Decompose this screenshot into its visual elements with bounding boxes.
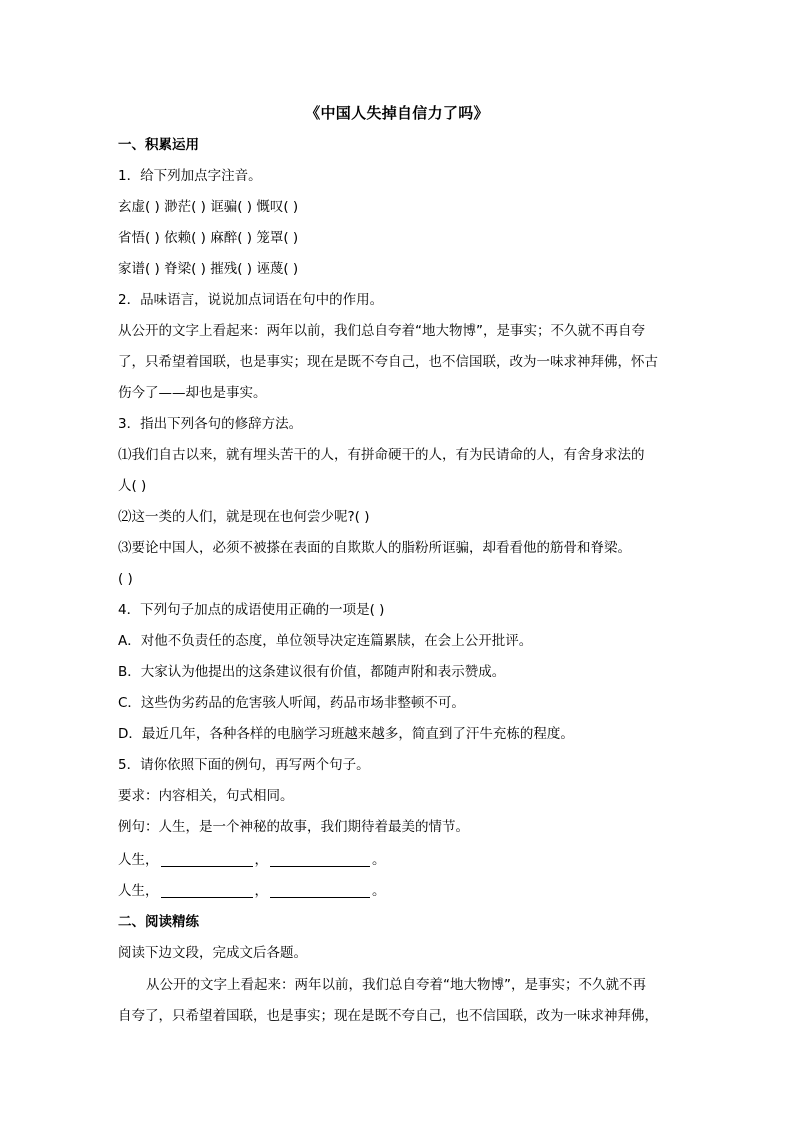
question-5-requirement: 要求：内容相关，句式相同。: [118, 788, 294, 804]
answer-comma: ，: [254, 883, 268, 899]
answer-lead: 人生，: [118, 883, 159, 899]
question-3-sentence-1b: 人( ): [118, 478, 147, 494]
question-3-prompt: 3．指出下列各句的修辞方法。: [118, 416, 303, 432]
question-2-passage-line-2: 了，只希望着国联，也是事实；现在是既不夸自己，也不信国联，改为一味求神拜佛，怀古: [118, 354, 658, 370]
question-2-passage-line-1: 从公开的文字上看起来：两年以前，我们总自夸着“地大物博”，是事实；不久就不再自夸: [118, 323, 645, 339]
question-4-option-c: C．这些伪劣药品的危害骇人听闻，药品市场非整顿不可。: [118, 695, 465, 711]
answer-end: 。: [372, 883, 386, 899]
question-4-option-a: A．对他不负责任的态度，单位领导决定连篇累牍，在会上公开批评。: [118, 633, 533, 649]
reading-passage-line-1: 从公开的文字上看起来：两年以前，我们总自夸着“地大物博”，是事实；不久就不再: [146, 977, 646, 993]
question-1-row-2: 省悟( ) 依赖( ) 麻醉( ) 笼罩( ): [118, 230, 299, 246]
question-2-passage-line-3: 伤今了——却也是事实。: [118, 385, 267, 401]
answer-blank[interactable]: [270, 852, 370, 867]
question-5-answer-line-1: [118, 850, 678, 870]
answer-end: 。: [372, 852, 386, 868]
section-heading-reading: 二、阅读精练: [118, 914, 199, 930]
section-heading-accumulation: 一、积累运用: [118, 137, 199, 153]
answer-comma: ，: [254, 852, 268, 868]
question-3-sentence-3a: ⑶要论中国人，必须不被搽在表面的自欺欺人的脂粉所诓骗，却看看他的筋骨和脊梁。: [118, 540, 631, 556]
answer-blank[interactable]: [161, 883, 253, 898]
question-4-prompt: 4．下列句子加点的成语使用正确的一项是( ): [118, 602, 385, 618]
answer-blank[interactable]: [161, 852, 253, 867]
reading-intro: 阅读下边文段，完成文后各题。: [118, 945, 307, 961]
question-1-prompt: 1．给下列加点字注音。: [118, 168, 262, 184]
question-5-answer-line-2: [118, 881, 678, 901]
question-4-option-b: B．大家认为他提出的这条建议很有价值，都随声附和表示赞成。: [118, 664, 506, 680]
document-title: 《中国人失掉自信力了吗》: [305, 104, 489, 122]
answer-lead: 人生，: [118, 852, 159, 868]
answer-blank[interactable]: [270, 883, 370, 898]
question-3-sentence-2: ⑵这一类的人们，就是现在也何尝少呢?( ): [118, 509, 370, 525]
question-5-prompt: 5．请你依照下面的例句，再写两个句子。: [118, 757, 370, 773]
reading-passage-line-2: 自夸了，只希望着国联，也是事实；现在是既不夸自己，也不信国联，改为一味求神拜佛，: [118, 1008, 658, 1024]
question-5-example: 例句：人生，是一个神秘的故事，我们期待着最美的情节。: [118, 819, 469, 835]
question-1-row-3: 家谱( ) 脊梁( ) 摧残( ) 诬蔑( ): [118, 261, 299, 277]
question-1-row-1: 玄虚( ) 渺茫( ) 诓骗( ) 慨叹( ): [118, 199, 299, 215]
question-2-prompt: 2．品味语言，说说加点词语在句中的作用。: [118, 292, 384, 308]
question-3-sentence-1a: ⑴我们自古以来，就有埋头苦干的人，有拼命硬干的人，有为民请命的人，有舍身求法的: [118, 447, 645, 463]
question-4-option-d: D．最近几年，各种各样的电脑学习班越来越多，简直到了汗牛充栋的程度。: [118, 726, 574, 742]
question-3-sentence-3b: ( ): [118, 571, 133, 587]
